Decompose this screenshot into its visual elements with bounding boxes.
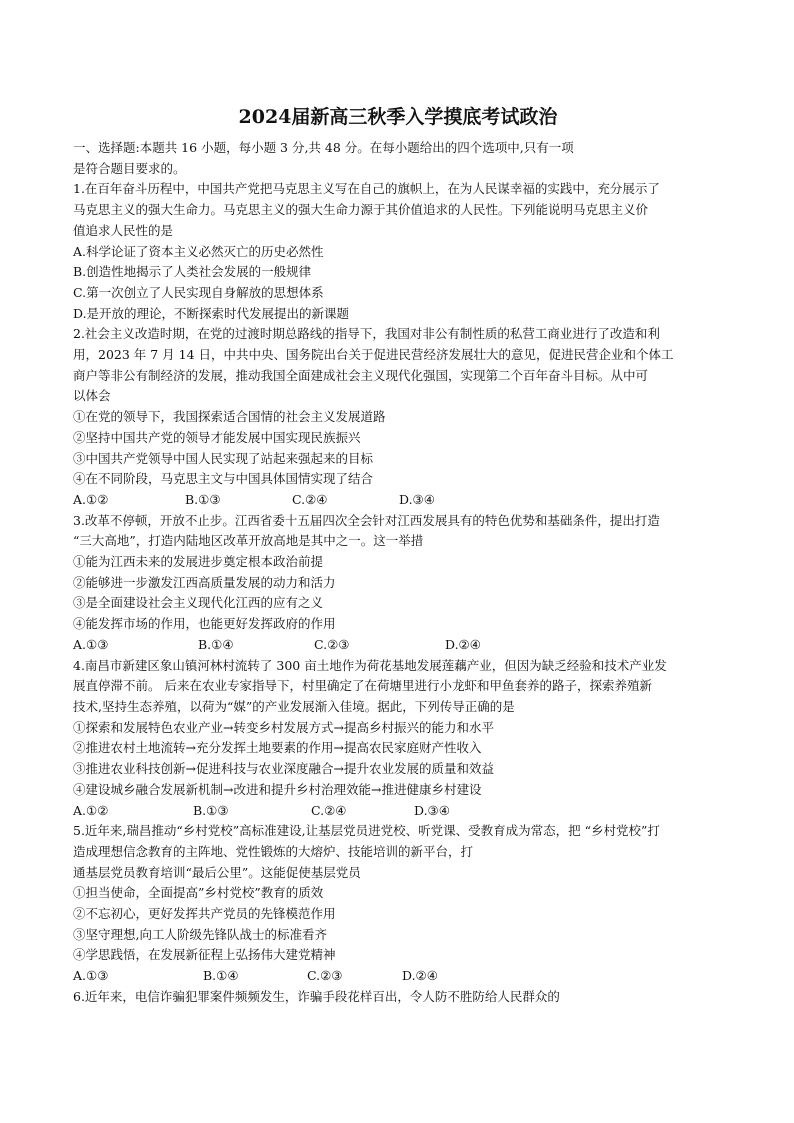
answer-choices bbox=[73, 801, 723, 822]
choice-d: D.③④ bbox=[414, 802, 450, 818]
choice-a: A.①② bbox=[73, 491, 109, 507]
question-stem: 2.社会主义改造时期，在党的过渡时期总路线的指导下，我国对非公有制性质的私营工商业进行了改造和利 bbox=[73, 326, 660, 342]
question-stem: 展直停滞不前。 后来在农业专家指导下，村里确定了在荷塘里进行小龙虾和甲鱼套养的路子，探索养殖新 bbox=[73, 678, 652, 694]
question-stem: 4.南昌市新建区象山镇河林村流转了 300 亩土地作为荷花基地发展莲藕产业，但因为缺乏经验和技术产业发 bbox=[73, 657, 667, 673]
exam-page bbox=[73, 104, 723, 1008]
statement-1: ①担当使命，全面提高”乡村党校”教育的质效 bbox=[73, 885, 324, 901]
statement-2: ②坚持中国共产党的领导才能发展中国实现民族振兴 bbox=[73, 429, 361, 445]
answer-choices bbox=[73, 490, 723, 511]
choice-a: A.①③ bbox=[73, 636, 109, 652]
statement-3: ③坚守理想,向工人阶级先锋队战士的标准看齐 bbox=[73, 926, 327, 942]
statement-2: ②能够进一步激发江西高质量发展的动力和活力 bbox=[73, 574, 336, 590]
question-stem: 值追求人民性的是 bbox=[73, 222, 174, 238]
statement-1: ①探索和发展特色农业产业→转变乡村发展方式→提高乡村振兴的能力和水平 bbox=[73, 719, 494, 735]
answer-choices bbox=[73, 635, 723, 656]
section-instructions: 一、选择题:本题共 16 小题，每小题 3 分,共 48 分。在每小题给出的四个选项中,只有一项 bbox=[73, 140, 574, 155]
choice-d: D.②④ bbox=[445, 636, 481, 652]
choice-b: B.①③ bbox=[185, 491, 221, 507]
question-stem: 通基层党员教育培训“最后公里”。这能促使基层党员 bbox=[73, 864, 361, 880]
question-stem: 1.在百年奋斗历程中，中国共产党把马克思主义写在自己的旗帜上，在为人民谋幸福的实践中，充分展示了 bbox=[73, 181, 660, 197]
question-stem: 5.近年来,瑞昌推动“乡村党校”高标准建设,让基层党员进党校、听党课、受教育成为常态，把 “乡村党校”打 bbox=[73, 823, 660, 839]
question-stem: 技术,坚持生态养殖，以荷为“媒”的产业发展渐入佳境。据此，下列传导正确的是 bbox=[73, 698, 515, 714]
question-stem: 以体会 bbox=[73, 388, 111, 404]
choice-a: A.①② bbox=[73, 802, 109, 818]
statement-4: ④学思践悟，在发展新征程上弘扬伟大建党精神 bbox=[73, 947, 336, 963]
choice-b: B.①④ bbox=[203, 968, 239, 984]
question-2 bbox=[73, 324, 723, 510]
statement-3: ③中国共产党领导中国人民实现了站起来强起来的目标 bbox=[73, 450, 374, 466]
statement-4: ④能发挥市场的作用，也能更好发挥政府的作用 bbox=[73, 616, 336, 632]
question-stem: “三大高地”，打造内陆地区改革开放高地是其中之一。这一举措 bbox=[73, 533, 424, 549]
option-d: D.是开放的理论，不断探索时代发展提出的新课题 bbox=[73, 305, 350, 321]
question-stem: 马克思主义的强大生命力。马克思主义的强大生命力源于其价值追求的人民性。下列能说明马克思主义价 bbox=[73, 202, 649, 218]
option-c: C.第一次创立了人民实现自身解放的思想体系 bbox=[73, 284, 324, 300]
statement-2: ②推进农村土地流转→充分发挥土地要素的作用→提高农民家庭财产性收入 bbox=[73, 740, 482, 756]
choice-b: B.①④ bbox=[198, 636, 234, 652]
statement-1: ①能为江西未来的发展进步奠定根本政治前提 bbox=[73, 554, 324, 570]
choice-c: C.②④ bbox=[311, 802, 347, 818]
choice-b: B.①③ bbox=[193, 802, 229, 818]
answer-choices bbox=[73, 966, 723, 987]
question-stem: 6.近年来，电信诈骗犯罪案件频频发生，诈骗手段花样百出，令人防不胜防给人民群众的 bbox=[73, 988, 560, 1004]
choice-d: D.②④ bbox=[402, 968, 438, 984]
question-6 bbox=[73, 987, 723, 1008]
question-stem: 3.改革不停顿，开放不止步。江西省委十五届四次全会针对江西发展具有的特色优势和基础条件，提出打造 bbox=[73, 512, 660, 528]
choice-a: A.①③ bbox=[73, 968, 109, 984]
statement-3: ③是全面建设社会主义现代化江西的应有之义 bbox=[73, 595, 324, 611]
option-a: A.科学论证了资本主义必然灭亡的历史必然性 bbox=[73, 243, 324, 259]
statement-4: ④在不同阶段，马克思主文与中国具体国情实现了结合 bbox=[73, 471, 374, 487]
question-stem: 用，2023 年 7 月 14 日，中共中央、国务院出台关于促进民营经济发展壮大的意见，促进民营企业和个体工 bbox=[73, 347, 674, 363]
statement-4: ④建设城乡融合发展新机制→改进和提升乡村治理效能→推进健康乡村建设 bbox=[73, 781, 482, 797]
question-1 bbox=[73, 179, 723, 324]
question-stem: 商户等非公有制经济的发展，推动我国全面建成社会主义现代化强国，实现第二个百年奋斗目标。从中可 bbox=[73, 367, 649, 383]
question-3 bbox=[73, 511, 723, 656]
choice-c: C.②③ bbox=[307, 968, 343, 984]
question-stem: 造成理想信念教育的主阵地、党性锻炼的大熔炉、技能培训的新平台，打 bbox=[73, 843, 474, 859]
option-b: B.创造性地揭示了人类社会发展的一般规律 bbox=[73, 264, 312, 280]
choice-c: C.②③ bbox=[314, 636, 350, 652]
question-5 bbox=[73, 821, 723, 987]
choice-d: D.③④ bbox=[399, 491, 435, 507]
section-instructions-cont: 是符合题目要求的。 bbox=[73, 160, 186, 176]
statement-3: ③推进农业科技创新→促进科技与农业深度融合→提升农业发展的质量和效益 bbox=[73, 761, 494, 777]
statement-1: ①在党的领导下，我国探索适合国情的社会主义发展道路 bbox=[73, 409, 386, 425]
choice-c: C.②④ bbox=[292, 491, 328, 507]
page-title: 2024届新高三秋季入学摸底考试政治 bbox=[238, 106, 558, 128]
statement-2: ②不忘初心，更好发挥共产党员的先锋模范作用 bbox=[73, 906, 336, 922]
question-4 bbox=[73, 656, 723, 822]
